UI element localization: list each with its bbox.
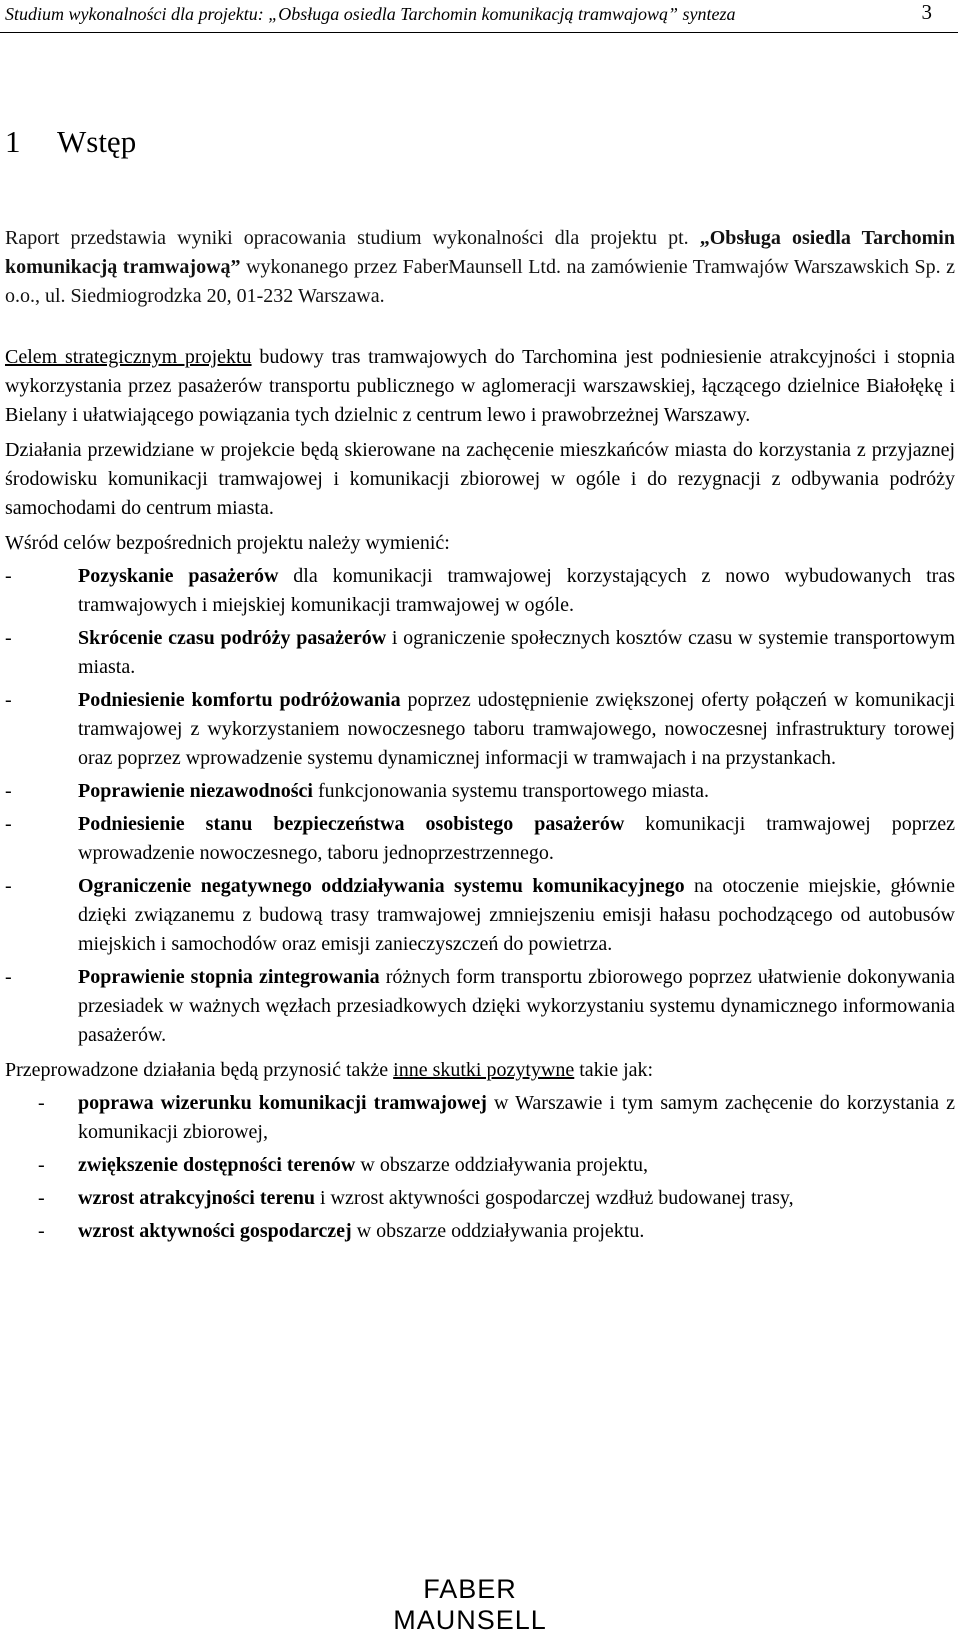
list-item-text: i ograniczenie społecznych kosztów czasu w systemie transportowym miasta. <box>78 627 956 678</box>
header-divider <box>0 32 958 33</box>
page-header <box>0 0 960 34</box>
actions-paragraph: Działania przewidziane w projekcie będą skierowane na zachęcenie mieszkańców miasta do korzystania z przyjaznej środowisku komunikacji tramwajowej i komunikacji zbiorowej w ogóle i do rezygnacji z odbywania podróży samochodami do centrum miasta. <box>5 439 955 519</box>
list-item <box>5 1151 955 1180</box>
list-item-bold: Podniesienie komfortu podróżowania <box>78 689 401 711</box>
list-item <box>5 1184 955 1213</box>
list-item-bold: poprawa wizerunku komunikacji tramwajowej <box>78 1092 487 1114</box>
list-dash: - <box>38 1220 45 1242</box>
company-logo: FABER MAUNSELL <box>393 1574 547 1635</box>
list-dash: - <box>5 627 12 649</box>
list-dash: - <box>38 1187 45 1209</box>
list-item-bold: Pozyskanie pasażerów <box>78 565 279 587</box>
goal-underlined: Celem strategicznym projektu <box>5 346 252 368</box>
section-number: 1 <box>5 124 21 159</box>
list-item-bold: wzrost atrakcyjności terenu <box>78 1187 315 1209</box>
intro-text-1: Raport przedstawia wyniki opracowania studium wykonalności dla projektu pt. <box>5 227 700 249</box>
document-body <box>5 122 955 1252</box>
list-dash: - <box>38 1092 45 1114</box>
list-item-bold: wzrost aktywności gospodarczej <box>78 1220 352 1242</box>
section-heading <box>5 122 955 162</box>
goal-text: budowy tras tramwajowych do Tarchomina jest podniesienie atrakcyjności i stopnia wykorzystania przez pasażerów transportu publicznego w aglomeracji warszawskiej, łączącego dzielnice Białołękę i Bielany i ułatwiającego powiązania tych dzielnic z centrum lewo i prawobrzeżnej Warszawy. <box>5 346 955 426</box>
list-dash: - <box>38 1154 45 1176</box>
list-dash: - <box>5 813 12 835</box>
effects-intro <box>5 1056 955 1085</box>
list-item-bold: Skrócenie czasu podróży pasażerów <box>78 627 387 649</box>
list-dash: - <box>5 689 12 711</box>
list-item-text: w obszarze oddziaływania projektu, <box>355 1154 649 1176</box>
list-dash: - <box>5 565 12 587</box>
list-item <box>5 1217 955 1246</box>
list-item-bold: Ograniczenie negatywnego oddziaływania systemu komunikacyjnego <box>78 875 685 897</box>
footer-logo <box>350 1574 590 1635</box>
list-item-text: różnych form transportu zbiorowego poprzez ułatwienie dokonywania przesiadek w ważnych węzłach przesiadkowych dzięki wykorzystaniu systemu dynamicznego informowania pasażerów. <box>78 966 955 1046</box>
intro-paragraph <box>5 224 955 311</box>
direct-goals-intro: Wśród celów bezpośrednich projektu należy wymienić: <box>5 532 450 554</box>
page-number: 3 <box>921 0 932 24</box>
list-item-text: w obszarze oddziaływania projektu. <box>351 1220 645 1242</box>
intro-text-2: wykonanego przez FaberMaunsell Ltd. na zamówienie Tramwajów Warszawskich Sp. z o.o., ul. Siedmiogrodzka 20, 01-232 Warszawa. <box>5 256 955 307</box>
effects-list <box>5 1089 955 1246</box>
list-item <box>5 1089 955 1147</box>
list-item-text: w Warszawie i tym samym zachęcenie do korzystania z komunikacji zbiorowej, <box>78 1092 955 1143</box>
list-item <box>5 777 955 806</box>
list-item-text: komunikacji tramwajowej poprzez wprowadzenie nowoczesnego, taboru jednoprzestrzennego. <box>78 813 955 864</box>
header-title: Studium wykonalności dla projektu: „Obsługa osiedla Tarchomin komunikacją tramwajową” synteza <box>5 4 736 24</box>
effects-intro-text-2: takie jak: <box>574 1059 654 1081</box>
direct-goals-list <box>5 562 955 1050</box>
goal-paragraph <box>5 343 955 430</box>
list-item-bold: Poprawienie niezawodności <box>78 780 313 802</box>
list-item-text: funkcjonowania systemu transportowego miasta. <box>313 780 710 802</box>
list-item <box>5 963 955 1050</box>
list-item-bold: Poprawienie stopnia zintegrowania <box>78 966 380 988</box>
list-item <box>5 872 955 959</box>
list-item <box>5 810 955 868</box>
list-dash: - <box>5 875 12 897</box>
effects-intro-text-1: Przeprowadzone działania będą przynosić także <box>5 1059 394 1081</box>
list-item-text: i wzrost aktywności gospodarczej wzdłuż budowanej trasy, <box>315 1187 794 1209</box>
project-name: „Obsługa osiedla Tarchomin komunikacją tramwajową” <box>5 227 955 278</box>
effects-intro-underlined: inne skutki pozytywne <box>393 1059 575 1081</box>
list-item <box>5 686 955 773</box>
list-item-text: poprzez udostępnienie zwiększonej oferty połączeń w komunikacji tramwajowej z wykorzystaniem nowoczesnego taboru tramwajowego, nowoczesnej infrastruktury torowej oraz poprzez wprowadzenie systemu dynamicznej informacji w tramwajach i na przystankach. <box>78 689 955 769</box>
section-title: Wstęp <box>57 124 137 159</box>
list-item <box>5 624 955 682</box>
list-dash: - <box>5 966 12 988</box>
list-item-text: na otoczenie miejskie, głównie dzięki związanemu z budową trasy tramwajowej zmniejszeniu emisji hałasu pochodzącego od autobusów miejskich i samochodów oraz emisji zanieczyszczeń do powietrza. <box>78 875 955 955</box>
list-item-text: dla komunikacji tramwajowej korzystających z nowo wybudowanych tras tramwajowych i miejskiej komunikacji tramwajowej w ogóle. <box>78 565 955 616</box>
list-item-bold: Podniesienie stanu bezpieczeństwa osobistego pasażerów <box>78 813 625 835</box>
list-dash: - <box>5 780 12 802</box>
list-item-bold: zwiększenie dostępności terenów <box>78 1154 356 1176</box>
list-item <box>5 562 955 620</box>
